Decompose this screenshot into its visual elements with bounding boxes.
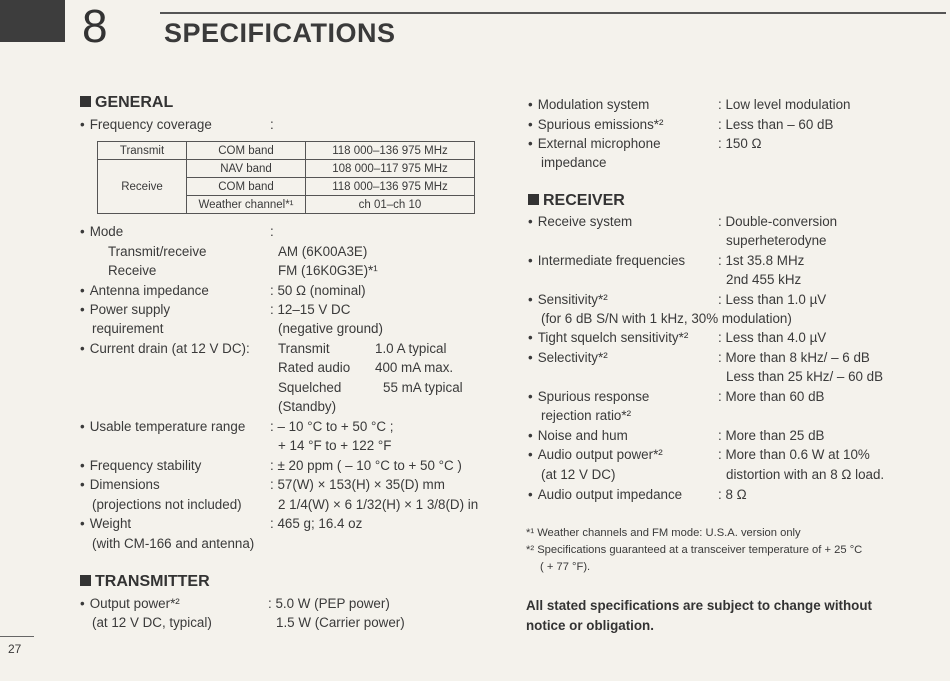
- dimensions-value: : 57(W) × 153(H) × 35(D) mm: [270, 477, 445, 492]
- page-number: 27: [8, 642, 22, 656]
- spurious-response-label-2: rejection ratio*²: [541, 408, 632, 423]
- table-cell: Transmit: [98, 142, 187, 160]
- audio-power-label-2: (at 12 V DC): [541, 467, 616, 482]
- temp-label: • Usable temperature range: [80, 419, 245, 434]
- antenna-label: • Antenna impedance: [80, 283, 209, 298]
- current-standby: (Standby): [278, 399, 337, 414]
- mic-label-2: impedance: [541, 155, 607, 170]
- table-cell: Receive: [98, 160, 187, 214]
- noise-label: • Noise and hum: [528, 428, 628, 443]
- mode-colon: :: [270, 224, 274, 239]
- mode-rx-value: FM (16K0G3E)*¹: [278, 263, 378, 278]
- transmitter-heading-text: TRANSMITTER: [95, 573, 210, 590]
- current-tx: Transmit: [278, 341, 330, 356]
- output-power-label-2: (at 12 V DC, typical): [92, 615, 212, 630]
- current-audio: Rated audio: [278, 360, 351, 375]
- selectivity-label: • Selectivity*²: [528, 350, 608, 365]
- table-cell: Weather channel*¹: [187, 196, 306, 214]
- modulation-value: : Low level modulation: [718, 97, 851, 112]
- table-cell: COM band: [187, 178, 306, 196]
- dimensions-label-2: (projections not included): [92, 497, 242, 512]
- if-label: • Intermediate frequencies: [528, 253, 685, 268]
- weight-note: (with CM-166 and antenna): [92, 536, 255, 551]
- output-power-label: • Output power*²: [80, 596, 180, 611]
- output-power-value-2: 1.5 W (Carrier power): [276, 615, 405, 630]
- table-cell: ch 01–ch 10: [306, 196, 475, 214]
- freq-colon: :: [270, 117, 274, 132]
- general-heading: [80, 94, 173, 112]
- noise-value: : More than 25 dB: [718, 428, 825, 443]
- receiver-heading-text: RECEIVER: [543, 192, 625, 209]
- transmitter-heading: [80, 573, 210, 591]
- mode-tx-label: Transmit/receive: [108, 244, 207, 259]
- power-label: • Power supply: [80, 302, 170, 317]
- spurious-value: : Less than – 60 dB: [718, 117, 834, 132]
- mic-label: • External microphone: [528, 136, 661, 151]
- section-square-icon: [80, 575, 91, 586]
- tight-squelch-label: • Tight squelch sensitivity*²: [528, 330, 688, 345]
- current-tx-value: 1.0 A typical: [375, 341, 447, 356]
- receive-system-value: : Double-conversion: [718, 214, 838, 229]
- notice-line-1: All stated specifications are subject to change without: [526, 598, 872, 613]
- output-power-value: : 5.0 W (PEP power): [268, 596, 390, 611]
- table-row: [98, 142, 475, 160]
- footnote-2: *² Specifications guaranteed at a transceiver temperature of + 25 °C: [526, 544, 863, 556]
- page-number-rule: [0, 636, 34, 637]
- temp-value-2: + 14 °F to + 122 °F: [278, 438, 392, 453]
- spurious-response-value: : More than 60 dB: [718, 389, 825, 404]
- current-audio-value: 400 mA max.: [375, 360, 454, 375]
- stability-label: • Frequency stability: [80, 458, 201, 473]
- receive-system-label: • Receive system: [528, 214, 632, 229]
- sensitivity-note: (for 6 dB S/N with 1 kHz, 30% modulation): [541, 311, 792, 326]
- stability-value: : ± 20 ppm ( – 10 °C to + 50 °C ): [270, 458, 462, 473]
- weight-value: : 465 g; 16.4 oz: [270, 516, 363, 531]
- modulation-label: • Modulation system: [528, 97, 649, 112]
- audio-power-label: • Audio output power*²: [528, 447, 663, 462]
- audio-power-value-2: distortion with an 8 Ω load.: [726, 467, 885, 482]
- power-value-2: (negative ground): [278, 321, 383, 336]
- footnote-2b: ( + 77 °F).: [540, 561, 591, 573]
- notice-line-2: notice or obligation.: [526, 618, 654, 633]
- if-value: : 1st 35.8 MHz: [718, 253, 805, 268]
- frequency-table: [97, 141, 475, 214]
- audio-impedance-label: • Audio output impedance: [528, 487, 682, 502]
- table-cell: 108 000–117 975 MHz: [306, 160, 475, 178]
- if-value-2: 2nd 455 kHz: [726, 272, 802, 287]
- current-squelched: Squelched: [278, 380, 342, 395]
- chapter-tab: [0, 0, 65, 42]
- table-cell: NAV band: [187, 160, 306, 178]
- dimensions-value-2: 2 1/4(W) × 6 1/32(H) × 1 3/8(D) in: [278, 497, 479, 512]
- dimensions-label: • Dimensions: [80, 477, 160, 492]
- current-label: • Current drain (at 12 V DC):: [80, 341, 250, 356]
- chapter-number: 8: [82, 0, 108, 52]
- power-value: : 12–15 V DC: [270, 302, 351, 317]
- weight-label: • Weight: [80, 516, 131, 531]
- mode-tx-value: AM (6K00A3E): [278, 244, 368, 259]
- page-title: SPECIFICATIONS: [164, 18, 396, 48]
- footnote-1: *¹ Weather channels and FM mode: U.S.A. version only: [526, 527, 801, 539]
- tight-squelch-value: : Less than 4.0 µV: [718, 330, 827, 345]
- temp-value: : – 10 °C to + 50 °C ;: [270, 419, 394, 434]
- section-square-icon: [80, 96, 91, 107]
- current-squelched-value: 55 mA typical: [383, 380, 463, 395]
- spurious-label: • Spurious emissions*²: [528, 117, 663, 132]
- audio-impedance-value: : 8 Ω: [718, 487, 747, 502]
- sensitivity-label: • Sensitivity*²: [528, 292, 608, 307]
- table-cell: 118 000–136 975 MHz: [306, 178, 475, 196]
- spurious-response-label: • Spurious response: [528, 389, 649, 404]
- mic-value: : 150 Ω: [718, 136, 762, 151]
- sensitivity-value: : Less than 1.0 µV: [718, 292, 827, 307]
- receiver-heading: [528, 192, 625, 210]
- general-heading-text: GENERAL: [95, 94, 174, 111]
- selectivity-value: : More than 8 kHz/ – 6 dB: [718, 350, 870, 365]
- table-cell: 118 000–136 975 MHz: [306, 142, 475, 160]
- power-label-2: requirement: [92, 321, 164, 336]
- top-rule: [160, 12, 946, 14]
- table-cell: COM band: [187, 142, 306, 160]
- audio-power-value: : More than 0.6 W at 10%: [718, 447, 870, 462]
- table-row: [98, 160, 475, 178]
- receive-system-value-2: superheterodyne: [726, 233, 827, 248]
- mode-label: • Mode: [80, 224, 123, 239]
- antenna-value: : 50 Ω (nominal): [270, 283, 366, 298]
- section-square-icon: [528, 194, 539, 205]
- freq-label: • Frequency coverage: [80, 117, 212, 132]
- mode-rx-label: Receive: [108, 263, 157, 278]
- selectivity-value-2: Less than 25 kHz/ – 60 dB: [726, 369, 884, 384]
